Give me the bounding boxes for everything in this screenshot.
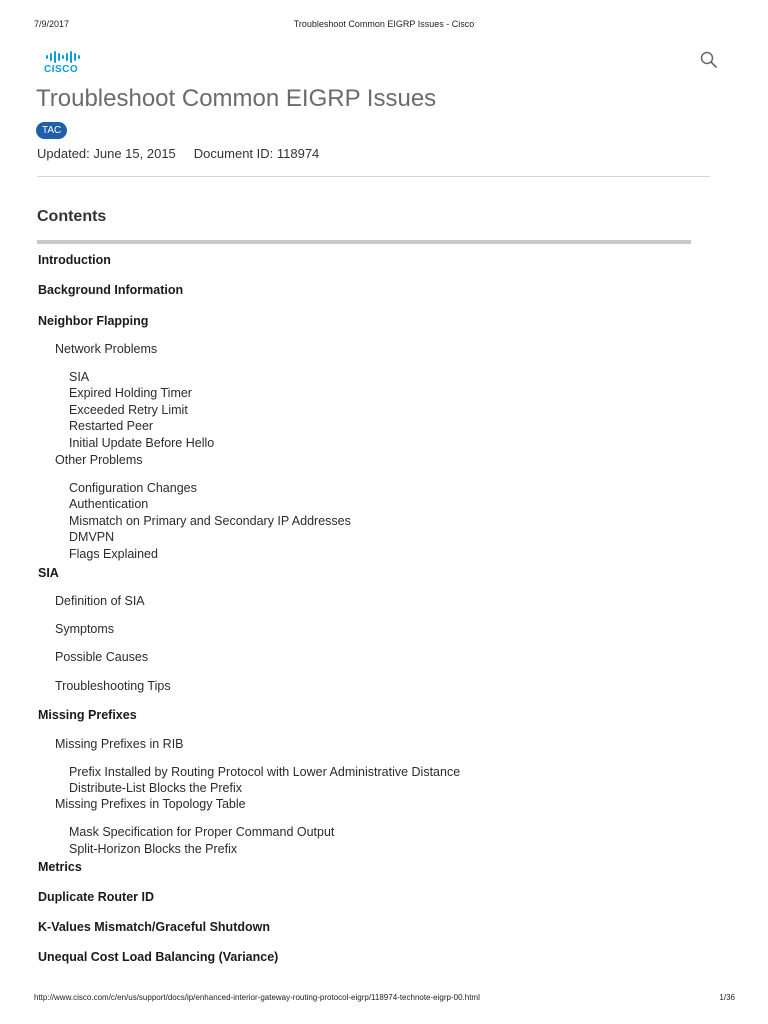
toc-link[interactable]: Duplicate Router ID: [38, 890, 154, 904]
toc-link[interactable]: Background Information: [38, 283, 184, 297]
toc-link[interactable]: Restarted Peer: [69, 419, 154, 433]
toc-link[interactable]: Prefix Installed by Routing Protocol with Lower Administrative Distance: [69, 765, 461, 779]
cisco-wordmark: CISCO: [44, 64, 79, 75]
updated-date: Updated: June 15, 2015: [37, 146, 176, 161]
toc-link[interactable]: Mask Specification for Proper Command Output: [69, 825, 335, 839]
toc-link[interactable]: Authentication: [69, 497, 149, 511]
tac-badge[interactable]: TAC: [36, 122, 67, 139]
toc-link[interactable]: DMVPN: [69, 530, 115, 544]
toc-link[interactable]: Mismatch on Primary and Secondary IP Addresses: [69, 514, 351, 528]
toc-link[interactable]: Possible Causes: [55, 650, 149, 664]
document-meta: [37, 146, 319, 161]
toc-link[interactable]: Initial Update Before Hello: [69, 436, 215, 450]
toc-link[interactable]: Network Problems: [55, 342, 158, 356]
toc-link[interactable]: Neighbor Flapping: [38, 314, 149, 328]
toc-link[interactable]: Exceeded Retry Limit: [69, 403, 188, 417]
toc-link[interactable]: Other Problems: [55, 453, 143, 467]
page-title: Troubleshoot Common EIGRP Issues: [36, 85, 437, 112]
print-date: 7/9/2017: [34, 19, 70, 29]
footer-url: http://www.cisco.com/c/en/us/support/docs/ip/enhanced-interior-gateway-routing-protocol-eigrp/118974-technote-eigrp-00.html: [34, 993, 480, 1002]
toc-link[interactable]: Unequal Cost Load Balancing (Variance): [38, 950, 279, 964]
toc-link[interactable]: Introduction: [38, 253, 111, 267]
print-title: Troubleshoot Common EIGRP Issues - Cisco: [293, 19, 475, 29]
divider: [37, 176, 710, 177]
toc-link[interactable]: Missing Prefixes in RIB: [55, 737, 184, 751]
toc-link[interactable]: Distribute-List Blocks the Prefix: [69, 781, 242, 795]
search-icon[interactable]: [699, 50, 719, 70]
toc-link[interactable]: Missing Prefixes in Topology Table: [55, 797, 246, 811]
toc-link[interactable]: Symptoms: [55, 622, 115, 636]
toc-link[interactable]: Flags Explained: [69, 547, 158, 561]
toc-link[interactable]: Missing Prefixes: [38, 708, 137, 722]
toc-link[interactable]: Troubleshooting Tips: [55, 679, 171, 693]
page-number: 1/36: [719, 993, 735, 1002]
toc-link[interactable]: Configuration Changes: [69, 481, 197, 495]
cisco-bars-icon: [46, 51, 94, 63]
toc-link[interactable]: Split-Horizon Blocks the Prefix: [69, 842, 238, 856]
toc-link[interactable]: K-Values Mismatch/Graceful Shutdown: [38, 920, 270, 934]
toc-link[interactable]: Expired Holding Timer: [69, 386, 192, 400]
toc-link[interactable]: Definition of SIA: [55, 594, 145, 608]
contents-rule: [37, 240, 691, 244]
document-id: Document ID: 118974: [193, 146, 320, 161]
toc-link[interactable]: SIA: [69, 370, 90, 384]
toc-link[interactable]: Metrics: [38, 860, 82, 874]
toc-link[interactable]: SIA: [38, 566, 59, 580]
cisco-logo[interactable]: [44, 51, 94, 77]
contents-heading: Contents: [37, 208, 107, 225]
